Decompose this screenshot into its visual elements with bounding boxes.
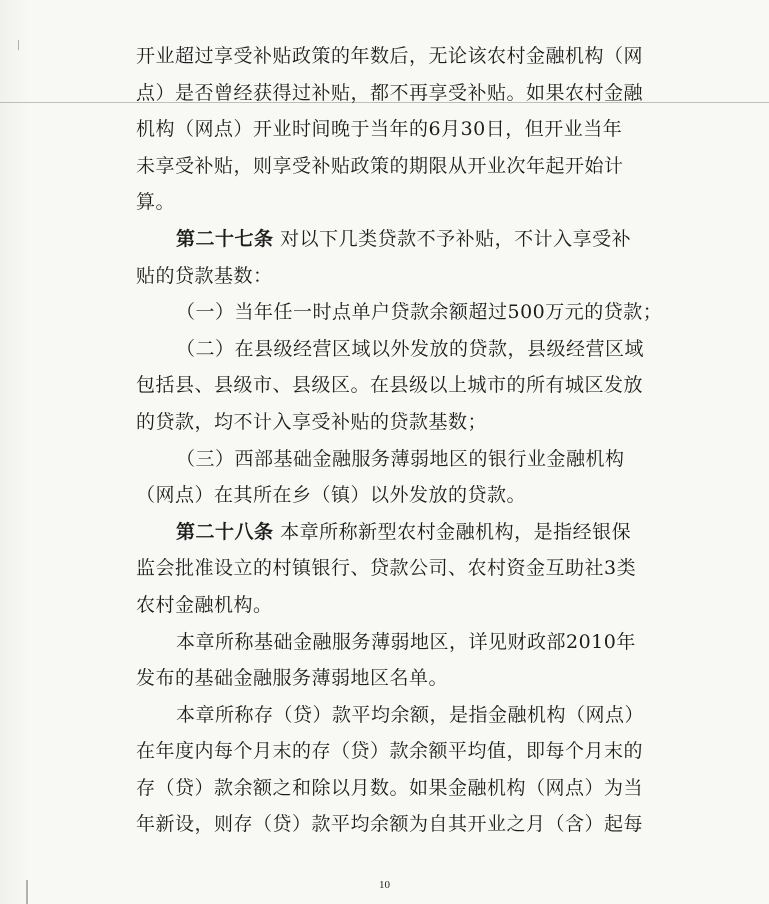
text-line: 机构（网点）开业时间晚于当年的6月30日，但开业当年 [136,118,623,141]
list-item-3: （三）西部基础金融服务薄弱地区的银行业金融机构 [176,447,625,470]
list-item-1: （一）当年任一时点单户贷款余额超过500万元的贷款； [176,301,663,324]
text-line: 发布的基础金融服务薄弱地区名单。 [136,667,449,690]
text-line: 贴的贷款基数： [136,264,273,287]
text-line: 存（贷）款余额之和除以月数。如果金融机构（网点）为当 [136,776,644,799]
text-line: 未享受补贴，则享受补贴政策的期限从开业次年起开始计 [136,154,624,177]
text-line: 的贷款，均不计入享受补贴的贷款基数； [136,410,488,433]
article-label: 第二十八条 [176,520,274,543]
text-line: 开业超过享受补贴政策的年数后，无论该农村金融机构（网 [136,45,644,67]
article-label: 第二十七条 [176,227,274,250]
text-line: 农村金融机构。 [136,593,273,616]
article-28-heading-line: 第二十八条 本章所称新型农村金融机构，是指经银保 [176,520,632,543]
paragraph-start-line: 本章所称存（贷）款平均余额，是指金融机构（网点） [176,703,645,726]
text-line: 包括县、县级市、县级区。在县级以上城市的所有城区发放 [136,374,644,397]
list-item-2: （二）在县级经营区域以外发放的贷款，县级经营区域 [176,337,645,360]
text-line: 点）是否曾经获得过补贴，都不再享受补贴。如果农村金融 [136,81,644,104]
scan-artifact-mark [18,40,19,50]
document-body [136,38,663,843]
text-line: 监会批准设立的村镇银行、贷款公司、农村资金互助社3类 [136,557,637,580]
text-line: 年新设，则存（贷）款平均余额为自其开业之月（含）起每 [136,813,644,836]
text-line: 算。 [136,191,176,214]
page-number: 10 [379,879,390,891]
text-line: 在年度内每个月末的存（贷）款余额平均值，即每个月末的 [136,740,644,763]
text-line: （网点）在其所在乡（镇）以外发放的贷款。 [136,484,527,507]
article-27-heading-line: 第二十七条 对以下几类贷款不予补贴，不计入享受补 [176,227,632,250]
paragraph-start-line: 本章所称基础金融服务薄弱地区，详见财政部2010年 [176,630,636,653]
